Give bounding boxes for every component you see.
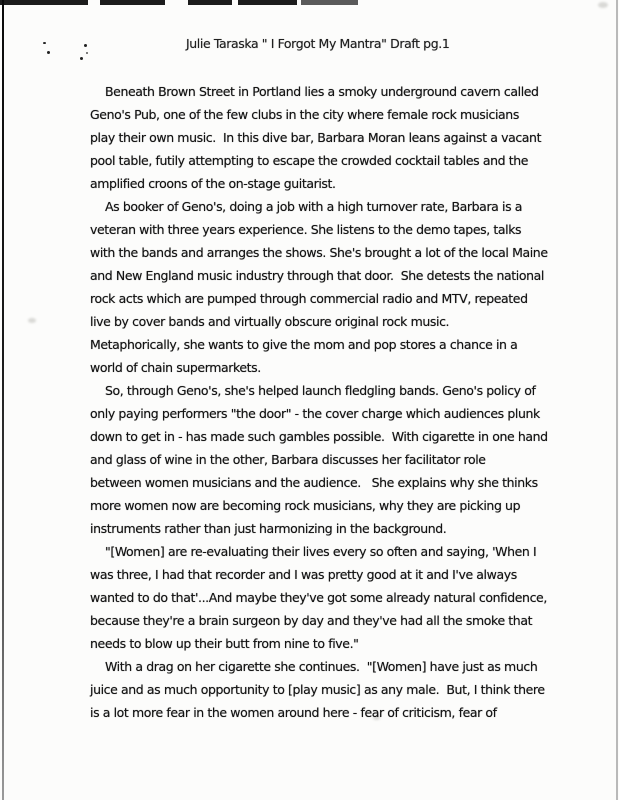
scan-smudge xyxy=(28,318,36,323)
scan-artifact-top-bar xyxy=(301,0,358,5)
text-line: amplified croons of the on-stage guitarist. xyxy=(90,176,336,191)
text-line: and New England music industry through that door. She detests the national xyxy=(90,268,544,283)
ink-speck xyxy=(80,57,83,60)
text-line: juice and as much opportunity to [play music] as any male. But, I think there xyxy=(90,682,545,697)
text-line: needs to blow up their butt from nine to five." xyxy=(90,636,359,651)
document-body xyxy=(90,80,580,724)
text-line: and glass of wine in the other, Barbara discusses her facilitator role xyxy=(90,452,486,467)
text-line: down to get in - has made such gambles possible. With cigarette in one hand xyxy=(90,429,548,444)
ink-speck xyxy=(43,42,46,44)
text-line: As booker of Geno's, doing a job with a high turnover rate, Barbara is a xyxy=(105,199,523,214)
text-line: So, through Geno's, she's helped launch fledgling bands. Geno's policy of xyxy=(105,383,536,398)
scan-smudge xyxy=(598,2,608,8)
text-line: "[Women] are re-evaluating their lives every so often and saying, 'When I xyxy=(105,544,537,559)
text-line: more women now are becoming rock musicians, why they are picking up xyxy=(90,498,521,513)
ink-speck xyxy=(86,52,88,54)
text-line: with the bands and arranges the shows. She's brought a lot of the local Maine xyxy=(90,245,548,260)
text-line: instruments rather than just harmonizing in the background. xyxy=(90,521,447,536)
text-line: wanted to do that'...And maybe they've got some already natural confidence, xyxy=(90,590,547,605)
text-line: Metaphorically, she wants to give the mom and pop stores a chance in a xyxy=(90,337,518,352)
scan-artifact-top-bar xyxy=(0,0,88,5)
text-line: world of chain supermarkets. xyxy=(90,360,261,375)
text-line: because they're a brain surgeon by day and they've had all the smoke that xyxy=(90,613,533,628)
text-line: Geno's Pub, one of the few clubs in the city where female rock musicians xyxy=(90,107,519,122)
text-line: veteran with three years experience. She listens to the demo tapes, talks xyxy=(90,222,522,237)
ink-speck xyxy=(84,44,87,47)
page-header-title: Julie Taraska " I Forgot My Mantra" Draft pg.1 xyxy=(186,36,450,51)
text-line: only paying performers "the door" - the cover charge which audiences plunk xyxy=(90,406,540,421)
text-line: rock acts which are pumped through commercial radio and MTV, repeated xyxy=(90,291,528,306)
ink-speck xyxy=(47,51,50,54)
page-right-edge xyxy=(616,0,618,800)
text-line: live by cover bands and virtually obscure original rock music. xyxy=(90,314,450,329)
text-line: pool table, futily attempting to escape the crowded cocktail tables and the xyxy=(90,153,529,168)
text-line: was three, I had that recorder and I was pretty good at it and I've always xyxy=(90,567,517,582)
scan-artifact-top-bar xyxy=(188,0,232,5)
text-line: between women musicians and the audience. She explains why she thinks xyxy=(90,475,538,490)
text-line: Beneath Brown Street in Portland lies a smoky underground cavern called xyxy=(105,84,539,99)
text-line: play their own music. In this dive bar, Barbara Moran leans against a vacant xyxy=(90,130,542,145)
text-line: is a lot more fear in the women around here - fear of criticism, fear of xyxy=(90,705,497,720)
scan-artifact-top-bar xyxy=(238,0,297,5)
scan-artifact-left-edge xyxy=(2,0,4,800)
scan-artifact-top-bar xyxy=(100,0,165,5)
text-line: With a drag on her cigarette she continues. "[Women] have just as much xyxy=(105,659,538,674)
